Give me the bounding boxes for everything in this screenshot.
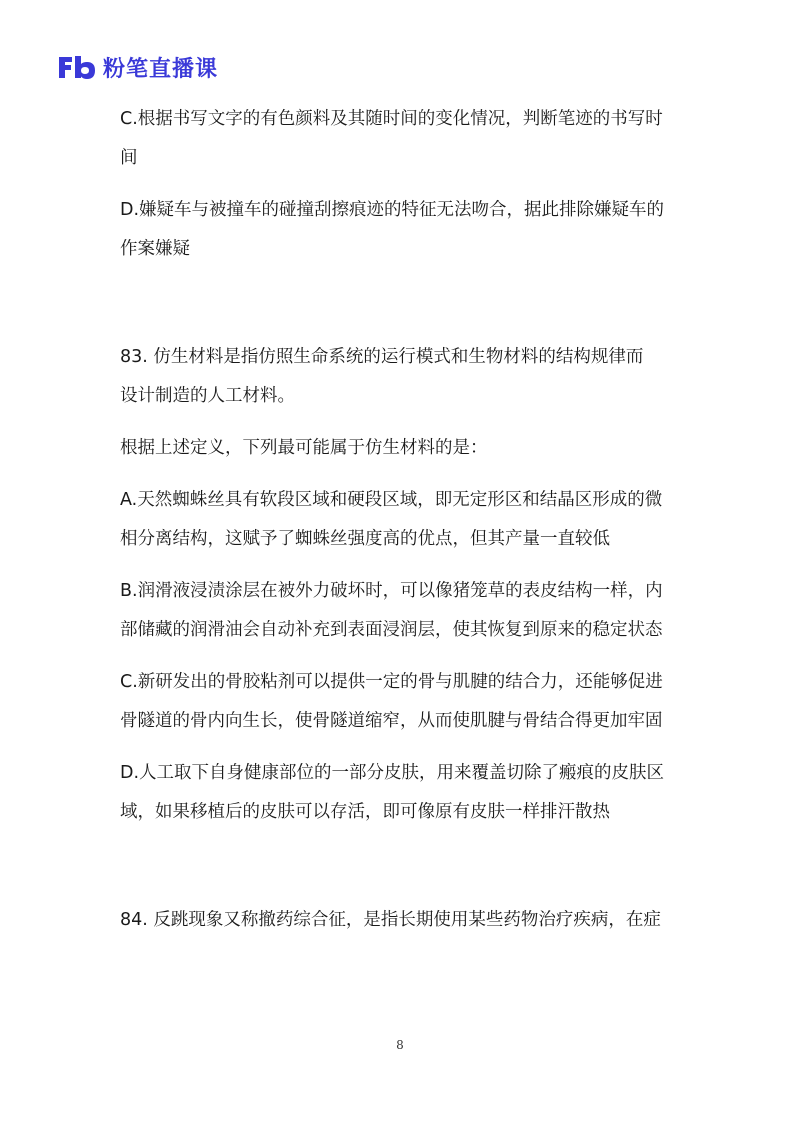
text-line: 84. 反跳现象又称撤药综合征，是指长期使用某些药物治疗疾病，在症 [120, 910, 661, 930]
q83-option-b [120, 572, 690, 650]
text-line: 相分离结构，这赋予了蜘蛛丝强度高的优点，但其产量一直较低 [120, 529, 610, 549]
q82-option-c [120, 100, 690, 178]
brand-name: 粉笔直播课 [103, 56, 219, 82]
text-line: 作案嫌疑 [120, 239, 190, 259]
q83-option-d [120, 754, 690, 832]
brand-header [57, 52, 218, 82]
text-line: 设计制造的人工材料。 [120, 386, 295, 406]
text-line: 83. 仿生材料是指仿照生命系统的运行模式和生物材料的结构规律而 [120, 347, 644, 367]
page-number: 8 [396, 1038, 404, 1052]
text-line: 部储藏的润滑油会自动补充到表面浸润层，使其恢复到原来的稳定状态 [120, 620, 663, 640]
text-line: D.嫌疑车与被撞车的碰撞刮擦痕迹的特征无法吻合，据此排除嫌疑车的 [120, 200, 665, 220]
text-line: 域，如果移植后的皮肤可以存活，即可像原有皮肤一样排汗散热 [120, 802, 610, 822]
q83-option-a [120, 481, 690, 559]
text-line: B.润滑液浸渍涂层在被外力破坏时，可以像猪笼草的表皮结构一样，内 [120, 581, 663, 601]
q83-option-c [120, 663, 690, 741]
q84-stem [120, 901, 690, 940]
fenbi-logo-icon [57, 54, 97, 80]
document-body [120, 100, 690, 940]
text-line: 间 [120, 148, 138, 168]
text-line: D.人工取下自身健康部位的一部分皮肤，用来覆盖切除了瘢痕的皮肤区 [120, 763, 665, 783]
q83-stem [120, 338, 690, 416]
text-line: 骨隧道的骨内向生长，使骨隧道缩窄，从而使肌腱与骨结合得更加牢固 [120, 711, 663, 731]
text-line: A.天然蜘蛛丝具有软段区域和硬段区域，即无定形区和结晶区形成的微 [120, 490, 663, 510]
q83-question: 根据上述定义，下列最可能属于仿生材料的是： [120, 438, 488, 458]
q82-option-d [120, 191, 690, 269]
text-line: C.根据书写文字的有色颜料及其随时间的变化情况，判断笔迹的书写时 [120, 109, 663, 129]
text-line: C.新研发出的骨胶粘剂可以提供一定的骨与肌腱的结合力，还能够促进 [120, 672, 663, 692]
